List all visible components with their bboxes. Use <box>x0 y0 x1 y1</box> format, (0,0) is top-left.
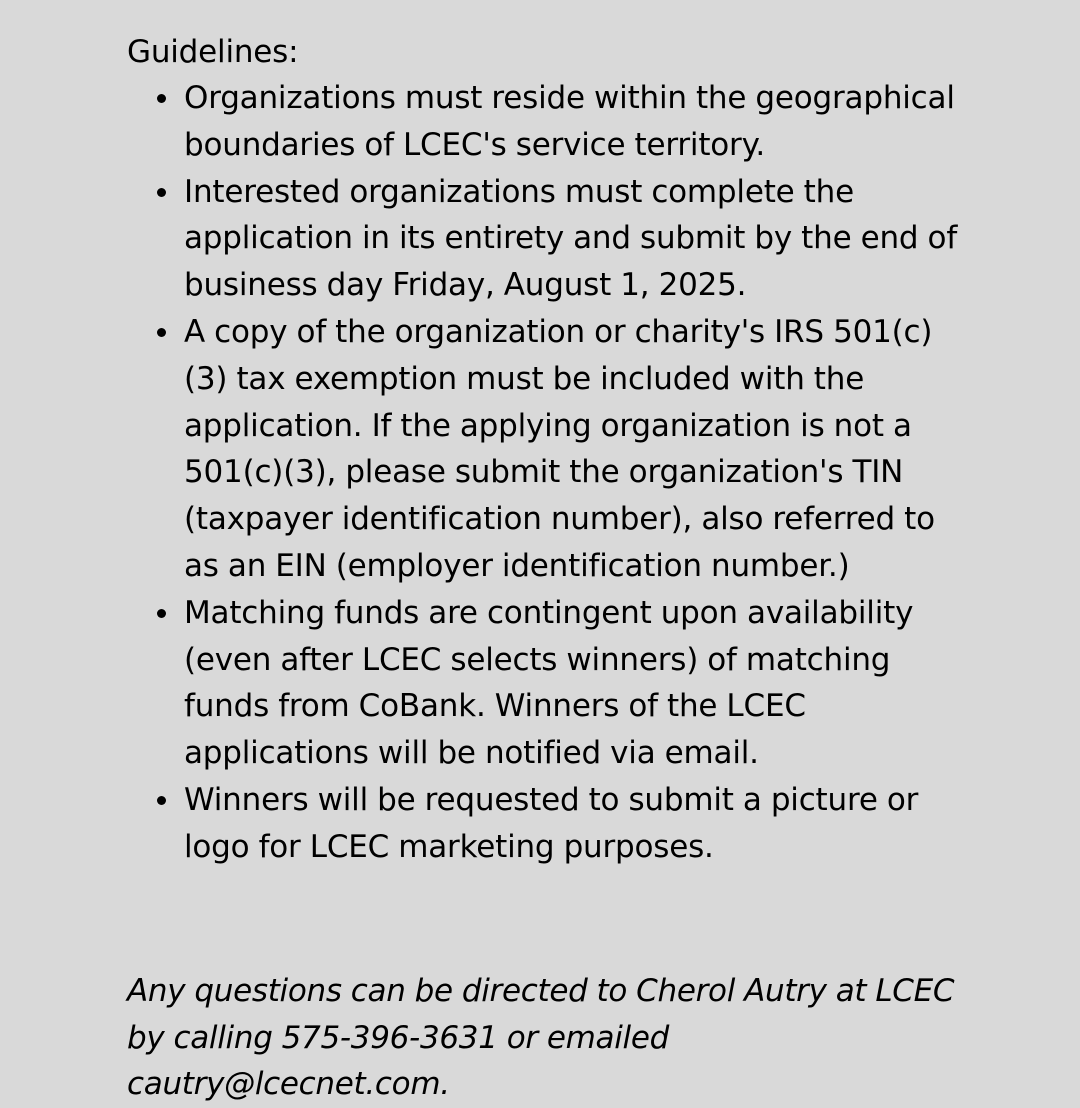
bullet-icon <box>157 188 166 197</box>
guideline-text: Interested organizations must complete the application in its entirety and submit by the end of business day Friday, August 1, 2025. <box>184 173 958 304</box>
guideline-item <box>127 590 967 777</box>
contact-note: Any questions can be directed to Cherol Autry at LCEC by calling 575-396-3631 or emailed cautry@lcecnet.com. <box>127 973 955 1102</box>
guideline-item <box>127 169 967 309</box>
guidelines-heading: Guidelines: <box>127 34 299 70</box>
guideline-item <box>127 309 967 590</box>
bullet-icon <box>157 328 166 337</box>
guideline-item <box>127 75 967 169</box>
guideline-text: Winners will be requested to submit a picture or logo for LCEC marketing purposes. <box>184 781 919 865</box>
bullet-icon <box>157 796 166 805</box>
guideline-text: A copy of the organization or charity's IRS 501(c)(3) tax exemption must be included with the application. If the applying organization is not a 501(c)(3), please submit the organization's TIN (taxpayer identification number), also referred to as an EIN (employer identification number.) <box>184 313 935 584</box>
bullet-icon <box>157 609 166 618</box>
guidelines-list <box>127 75 967 871</box>
guideline-item <box>127 777 967 871</box>
bullet-icon <box>157 94 166 103</box>
guideline-text: Organizations must reside within the geographical boundaries of LCEC's service territory. <box>184 80 955 163</box>
guideline-text: Matching funds are contingent upon availability (even after LCEC selects winners) of matching funds from CoBank. Winners of the LCEC applications will be notified via email. <box>184 594 914 772</box>
